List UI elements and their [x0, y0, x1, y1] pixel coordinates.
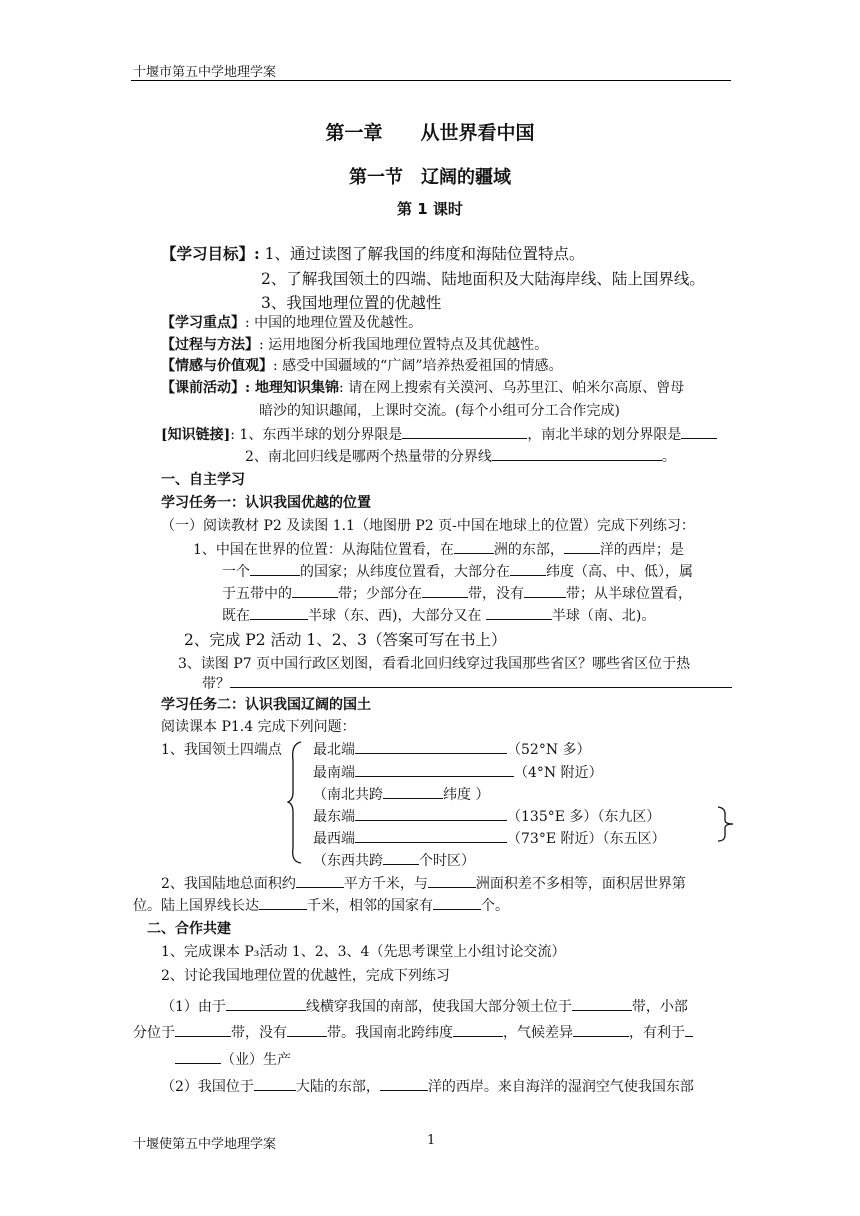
method-line: 【过程与方法】: 运用地图分析我国地理位置特点及其优越性。: [161, 337, 549, 353]
blank[interactable]: [355, 739, 507, 754]
blank[interactable]: [250, 605, 308, 620]
p1-line-1: （1）由于 线横穿我国的南部，使我国大部分领土位于 带，小部: [161, 996, 688, 1016]
q1-line-2: 一个 的国家；从纬度位置看，大部分在 纬度（高、中、低），属: [222, 561, 693, 581]
objectives-line-1: [161, 242, 585, 264]
blank[interactable]: [510, 561, 546, 576]
blank[interactable]: [454, 539, 494, 554]
blank[interactable]: [492, 446, 662, 461]
objective-item: 2、了解我国领土的四端、陆地面积及大陆海岸线、陆上国界线。: [261, 270, 705, 288]
pre-class-line-2: 暗沙的知识趣闻，上课时交流。(每个小组可分工合作完成): [259, 403, 620, 419]
right-brace-icon: [716, 806, 736, 842]
coop-item-1: 1、完成课本 P₃活动 1、2、3、4（先思考课堂上小组讨论交流）: [161, 944, 566, 960]
objective-item: 1、通过读图了解我国的纬度和海陆位置特点。: [264, 245, 585, 263]
ends-label: 1、我国领土四端点: [161, 742, 282, 758]
coop-item-2: 2、讨论我国地理位置的优越性，完成下列练习: [161, 968, 450, 984]
blank[interactable]: [175, 1022, 231, 1037]
blank[interactable]: [175, 1049, 221, 1064]
part2-heading: 二、合作共建: [147, 921, 231, 937]
area-line-2: 位。陆上国界线长达 千米，相邻的国家有 个。: [133, 895, 509, 915]
blank[interactable]: [433, 895, 481, 910]
ns-span-line: （南北共跨 纬度 ）: [313, 784, 489, 804]
blank[interactable]: [355, 762, 514, 777]
blank[interactable]: [226, 996, 306, 1011]
blank[interactable]: [287, 1022, 327, 1037]
part1-heading: 一、自主学习: [161, 472, 245, 488]
ew-span-line: （东西共跨 个时区）: [313, 850, 475, 870]
lesson-title: 第 1 课时: [397, 200, 463, 218]
link-line-1: [知识链接]: 1、东西半球的划分界限是 ，南北半球的划分界限是: [161, 424, 717, 444]
blank[interactable]: [355, 806, 507, 821]
emotion-line: 【情感与价值观】: 感受中国疆域的“广阔”培养热爱祖国的情感。: [161, 358, 563, 374]
task1-intro: （一）阅读教材 P2 及读图 1.1（地图册 P2 页-中国在地球上的位置）完成下列练习：: [161, 518, 695, 534]
blank[interactable]: [524, 583, 566, 598]
blank[interactable]: [292, 583, 338, 598]
q2-line: 2、完成 P2 活动 1、2、3（答案可写在书上）: [184, 631, 507, 649]
q3-line-1: 3、读图 P7 页中国行政区划图，看看北回归线穿过我国那些省区？哪些省区位于热: [178, 656, 691, 672]
chapter-title: 第一章 从世界看中国: [325, 122, 535, 144]
blank[interactable]: [486, 605, 552, 620]
task1-heading: 学习任务一：认识我国优越的位置: [161, 495, 371, 511]
section-title: 第一节 辽阔的疆域: [349, 167, 511, 188]
footer-text: 十堰使第五中学地理学案: [133, 1137, 277, 1152]
blank[interactable]: [230, 673, 732, 688]
page-header: 十堰市第五中学地理学案: [133, 65, 277, 80]
blank[interactable]: [428, 873, 476, 888]
area-line-1: 2、我国陆地总面积约 平方千米，与 洲面积差不多相等，面积居世界第: [161, 873, 686, 893]
q1-line-1: 1、中国在世界的位置：从海陆位置看，在 洲的东部， 洋的西岸；是: [193, 539, 684, 559]
pre-class-line-1: 【课前活动】: 地理知识集锦: 请在网上搜索有关漠河、乌苏里江、帕米尔高原、曾母: [161, 380, 685, 396]
south-end-line: 最南端 （4°N 附近）: [313, 762, 603, 782]
q1-line-4: 既在 半球（东、西)，大部分又在 半球（南、北)。: [222, 605, 655, 625]
blank[interactable]: [564, 539, 600, 554]
blank[interactable]: [453, 1022, 503, 1037]
task2-intro: 阅读课本 P1.4 完成下列问题：: [161, 719, 356, 735]
objective-item: 3、我国地理位置的优越性: [261, 294, 442, 312]
blank[interactable]: [573, 1022, 629, 1037]
west-end-line: 最西端 （73°E 附近）（东五区）: [313, 828, 665, 848]
p1-line-3: （业）生产: [175, 1049, 291, 1069]
blank[interactable]: [383, 850, 419, 865]
page-number: 1: [427, 1133, 436, 1148]
blank[interactable]: [422, 583, 468, 598]
q1-line-3: 于五带中的 带；少部分在 带，没有 带；从半球位置看，: [222, 583, 692, 603]
objectives-label: 【学习目标】:: [161, 244, 260, 263]
header-rule: [131, 80, 731, 81]
blank[interactable]: [355, 828, 507, 843]
blank[interactable]: [380, 1076, 428, 1091]
p2-line: （2）我国位于 大陆的东部， 洋的西岸。来自海洋的湿润空气使我国东部: [161, 1076, 694, 1096]
north-end-line: 最北端 （52°N 多）: [313, 739, 591, 759]
p1-line-2: 分位于 带，没有 带。我国南北跨纬度 ，气候差异 ，有利于: [133, 1022, 693, 1042]
left-brace-icon: [287, 740, 303, 865]
task2-heading: 学习任务二：认识我国辽阔的国土: [161, 697, 371, 713]
blank[interactable]: [383, 784, 443, 799]
key-point-line: 【学习重点】: 中国的地理位置及优越性。: [161, 315, 423, 331]
blank[interactable]: [296, 873, 344, 888]
link-line-2: 2、南北回归线是哪两个热量带的分界线 。: [245, 446, 676, 466]
blank[interactable]: [681, 424, 717, 439]
blank[interactable]: [685, 1022, 693, 1037]
blank[interactable]: [259, 895, 307, 910]
blank[interactable]: [254, 1076, 296, 1091]
east-end-line: 最东端 （135°E 多）（东九区）: [313, 806, 660, 826]
blank[interactable]: [572, 996, 632, 1011]
q3-line-2: 带？: [202, 673, 732, 693]
blank[interactable]: [250, 561, 300, 576]
blank[interactable]: [402, 424, 527, 439]
